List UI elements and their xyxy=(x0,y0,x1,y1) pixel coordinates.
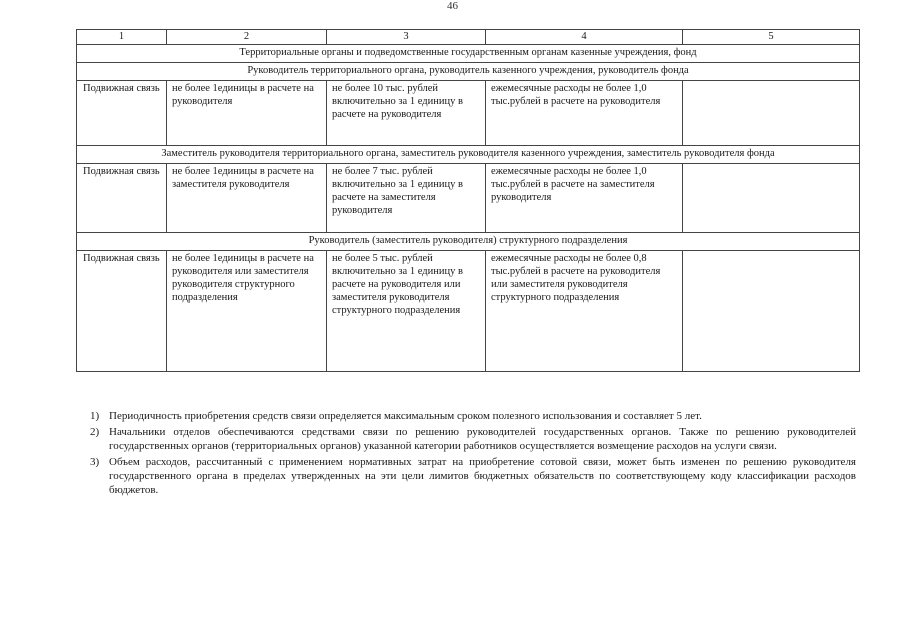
column-number: 4 xyxy=(486,30,683,45)
footnote-item xyxy=(90,409,856,423)
group-heading-row xyxy=(77,146,860,164)
footnote-item xyxy=(90,455,856,497)
column-number: 5 xyxy=(683,30,860,45)
footnotes-list xyxy=(90,409,856,499)
footnote-text: Начальники отделов обеспечиваются средствами связи по решению руководителей государственных органов. Также по решению руководителей государственных органов (территориальных органов) указанной категории работников осуществляется возмещение расходов на услуги связи. xyxy=(109,426,856,452)
norms-table xyxy=(76,29,860,372)
group-heading-row xyxy=(77,233,860,251)
cell-expenses: ежемесячные расходы не более 1,0 тыс.рублей в расчете на заместителя руководителя xyxy=(486,164,683,233)
cell-quantity: не более 1единицы в расчете на заместителя руководителя xyxy=(167,164,327,233)
cell-price: не более 10 тыс. рублей включительно за 1 единицу в расчете на руководителя xyxy=(327,81,486,146)
cell-expenses: ежемесячные расходы не более 0,8 тыс.рублей в расчете на руководителя или заместителя руководителя структурного подразделения xyxy=(486,251,683,372)
table-row xyxy=(77,251,860,372)
table-row xyxy=(77,81,860,146)
footnote-text: Объем расходов, рассчитанный с применением нормативных затрат на приобретение сотовой связи, может быть изменен по решению руководителя государственного органа в пределах утвержденных на эти цели лимитов бюджетных обязательств по соответствующему коду классификации расходов бюджетов. xyxy=(109,456,856,496)
section-title-row xyxy=(77,45,860,63)
footnote-text: Периодичность приобретения средств связи определяется максимальным сроком полезного использования и составляет 5 лет. xyxy=(109,410,702,422)
page-number: 46 xyxy=(447,0,458,12)
table-row xyxy=(77,164,860,233)
group-heading-row xyxy=(77,63,860,81)
cell-note xyxy=(683,81,860,146)
footnote-number: 1) xyxy=(90,410,100,422)
cell-quantity: не более 1единицы в расчете на руководителя xyxy=(167,81,327,146)
footnote-item xyxy=(90,425,856,453)
column-number: 3 xyxy=(327,30,486,45)
group-heading-head: Руководитель территориального органа, руководитель казенного учреждения, руководитель фонда xyxy=(77,63,860,81)
cell-price: не более 5 тыс. рублей включительно за 1 единицу в расчете на руководителя или заместителя руководителя структурного подразделения xyxy=(327,251,486,372)
group-heading-division: Руководитель (заместитель руководителя) структурного подразделения xyxy=(77,233,860,251)
footnote-number: 2) xyxy=(90,426,100,438)
cell-quantity: не более 1единицы в расчете на руководителя или заместителя руководителя структурного подразделения xyxy=(167,251,327,372)
cell-expenses: ежемесячные расходы не более 1,0 тыс.рублей в расчете на руководителя xyxy=(486,81,683,146)
section-title: Территориальные органы и подведомственные государственным органам казенные учреждения, фонд xyxy=(77,45,860,63)
cell-price: не более 7 тыс. рублей включительно за 1 единицу в расчете на заместителя руководителя xyxy=(327,164,486,233)
column-number: 2 xyxy=(167,30,327,45)
cell-type: Подвижная связь xyxy=(77,164,167,233)
cell-note xyxy=(683,164,860,233)
group-heading-deputy: Заместитель руководителя территориального органа, заместитель руководителя казенного учреждения, заместитель руководителя фонда xyxy=(77,146,860,164)
cell-note xyxy=(683,251,860,372)
cell-type: Подвижная связь xyxy=(77,81,167,146)
column-number: 1 xyxy=(77,30,167,45)
cell-type: Подвижная связь xyxy=(77,251,167,372)
column-number-row xyxy=(77,30,860,45)
footnote-number: 3) xyxy=(90,456,100,468)
